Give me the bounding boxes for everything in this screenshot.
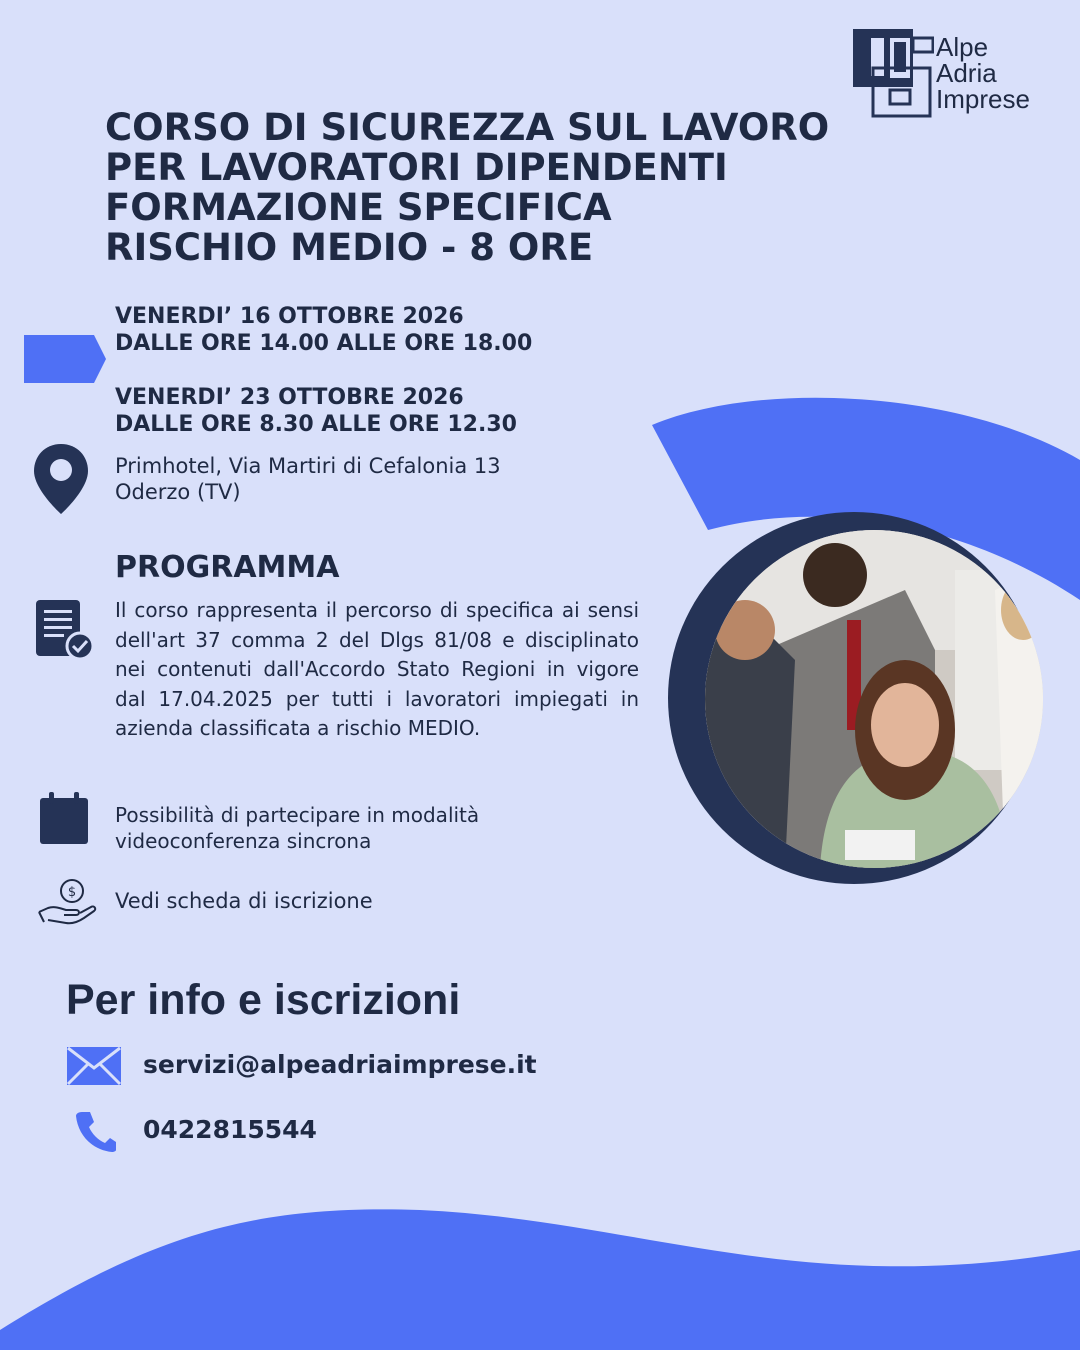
logo bbox=[852, 28, 934, 118]
program-heading: PROGRAMMA bbox=[115, 550, 340, 585]
address-line: Primhotel, Via Martiri di Cefalonia 13 bbox=[115, 454, 501, 478]
calendar-icon bbox=[40, 792, 90, 846]
title-line: RISCHIO MEDIO - 8 ORE bbox=[105, 226, 594, 269]
date-hours: DALLE ORE 14.00 ALLE ORE 18.00 bbox=[115, 331, 533, 356]
date-hours: DALLE ORE 8.30 ALLE ORE 12.30 bbox=[115, 412, 517, 437]
logo-mark-icon bbox=[852, 28, 934, 118]
program-description: Il corso rappresenta il percorso di specifica ai sensi dell'art 37 comma 2 del Dlgs 81/08 e disciplinato nei contenuti dall'Accordo Stato Regioni in vigore dal 17.04.2025 per tutti i lavoratori impiegati in azienda classificata a rischio MEDIO. bbox=[115, 598, 639, 741]
date-block-2 bbox=[115, 384, 517, 438]
map-pin-icon bbox=[32, 442, 90, 516]
logo-line: Imprese bbox=[936, 84, 1030, 114]
video-line: videoconferenza sincrona bbox=[115, 829, 372, 853]
videoconference-info bbox=[115, 802, 479, 854]
logo-line: Adria bbox=[936, 58, 997, 88]
title-line: PER LAVORATORI DIPENDENTI bbox=[105, 146, 728, 189]
envelope-icon bbox=[66, 1046, 122, 1086]
document-check-icon bbox=[34, 600, 96, 660]
logo-text bbox=[936, 34, 1030, 112]
logo-line: Alpe bbox=[936, 32, 989, 62]
team-photo bbox=[705, 530, 1043, 868]
title-line: CORSO DI SICUREZZA SUL LAVORO bbox=[105, 106, 830, 149]
contacts-heading: Per info e iscrizioni bbox=[66, 976, 461, 1024]
address-line: Oderzo (TV) bbox=[115, 480, 241, 504]
arrow-tag-icon bbox=[24, 335, 106, 383]
enrollment-form-link[interactable]: Vedi scheda di iscrizione bbox=[115, 889, 373, 913]
email-link[interactable]: servizi@alpeadriaimprese.it bbox=[143, 1050, 537, 1079]
location-address bbox=[115, 453, 501, 505]
team-photo-illustration bbox=[705, 530, 1043, 868]
svg-text:$: $ bbox=[67, 885, 77, 900]
hand-money-icon bbox=[36, 878, 98, 926]
date-block-1 bbox=[115, 303, 532, 357]
phone-icon bbox=[74, 1110, 118, 1152]
date-day: VENERDI’ 16 OTTOBRE 2026 bbox=[115, 304, 464, 329]
date-day: VENERDI’ 23 OTTOBRE 2026 bbox=[115, 385, 464, 410]
video-line: Possibilità di partecipare in modalità bbox=[115, 803, 480, 827]
page-title bbox=[105, 108, 865, 268]
phone-link[interactable]: 0422815544 bbox=[143, 1115, 317, 1144]
title-line: FORMAZIONE SPECIFICA bbox=[105, 186, 612, 229]
